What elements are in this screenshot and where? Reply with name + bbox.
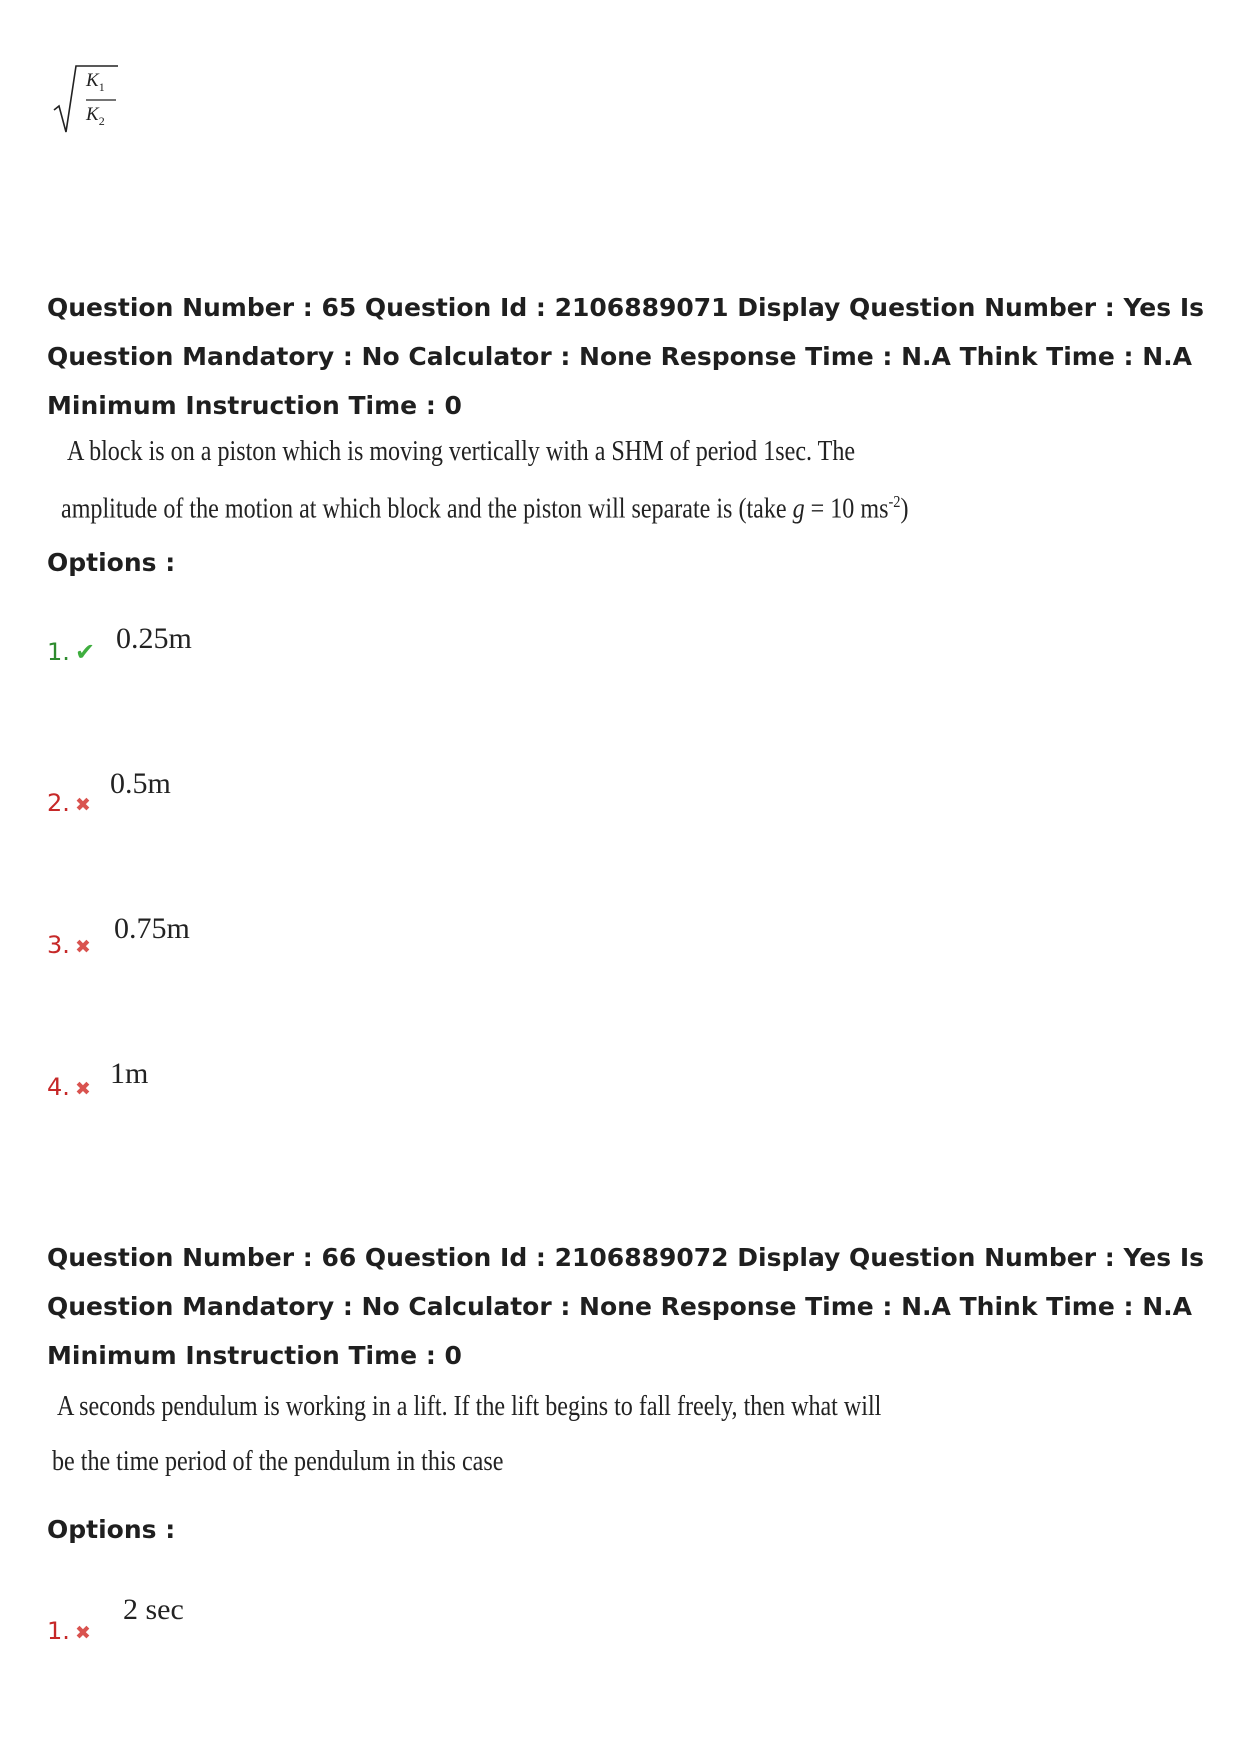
cross-icon: ✖ bbox=[75, 1622, 91, 1644]
option-1-value: 0.25m bbox=[116, 622, 192, 655]
option-number: 1. bbox=[47, 1617, 70, 1645]
formula-numerator: $K_1$ bbox=[86, 70, 105, 94]
formula-denominator: $K_2$ bbox=[86, 104, 105, 128]
option-number: 4. bbox=[47, 1073, 70, 1101]
options-label: Options : bbox=[47, 548, 176, 577]
question-66-meta: Question Number : 66 Question Id : 2106889072 Display Question Number : Yes Is Question Mandatory : No Calculator : None Response Time : N.A Think Time : N.A Minimum Instruction Time : 0 bbox=[47, 1243, 1205, 1370]
cross-icon: ✖ bbox=[75, 794, 91, 816]
option-2[interactable] bbox=[47, 789, 91, 817]
option-number: 3. bbox=[47, 931, 70, 959]
question-65-text-line2: amplitude of the motion at which block and the piston will separate is (take g = 10 $ms^{-2}$) bbox=[61, 492, 909, 525]
option-number: 1. bbox=[47, 638, 70, 666]
question-66-text-line2: be the time period of the pendulum in this case bbox=[52, 1446, 504, 1477]
option-3[interactable] bbox=[47, 931, 91, 959]
question-65-meta: Question Number : 65 Question Id : 2106889071 Display Question Number : Yes Is Question Mandatory : No Calculator : None Response Time : N.A Think Time : N.A Minimum Instruction Time : 0 bbox=[47, 293, 1205, 420]
option-2-value: 0.5m bbox=[110, 767, 171, 800]
options-label: Options : bbox=[47, 1515, 176, 1544]
option-number: 2. bbox=[47, 789, 70, 817]
option-1[interactable] bbox=[47, 1617, 91, 1645]
question-65-text-line1: A block is on a piston which is moving vertically with a SHM of period 1sec. The bbox=[67, 436, 856, 467]
option-3-value: 0.75m bbox=[114, 912, 190, 945]
option-4-value: 1m bbox=[110, 1057, 149, 1090]
option-1-value: 2 sec bbox=[123, 1593, 184, 1626]
cross-icon: ✖ bbox=[75, 1078, 91, 1100]
option-1[interactable] bbox=[47, 638, 95, 666]
question-66-text-line1: A seconds pendulum is working in a lift. If the lift begins to fall freely, then what will bbox=[57, 1391, 882, 1422]
check-icon: ✔ bbox=[75, 638, 96, 666]
sqrt-formula bbox=[52, 60, 122, 135]
option-4[interactable] bbox=[47, 1073, 91, 1101]
cross-icon: ✖ bbox=[75, 936, 91, 958]
